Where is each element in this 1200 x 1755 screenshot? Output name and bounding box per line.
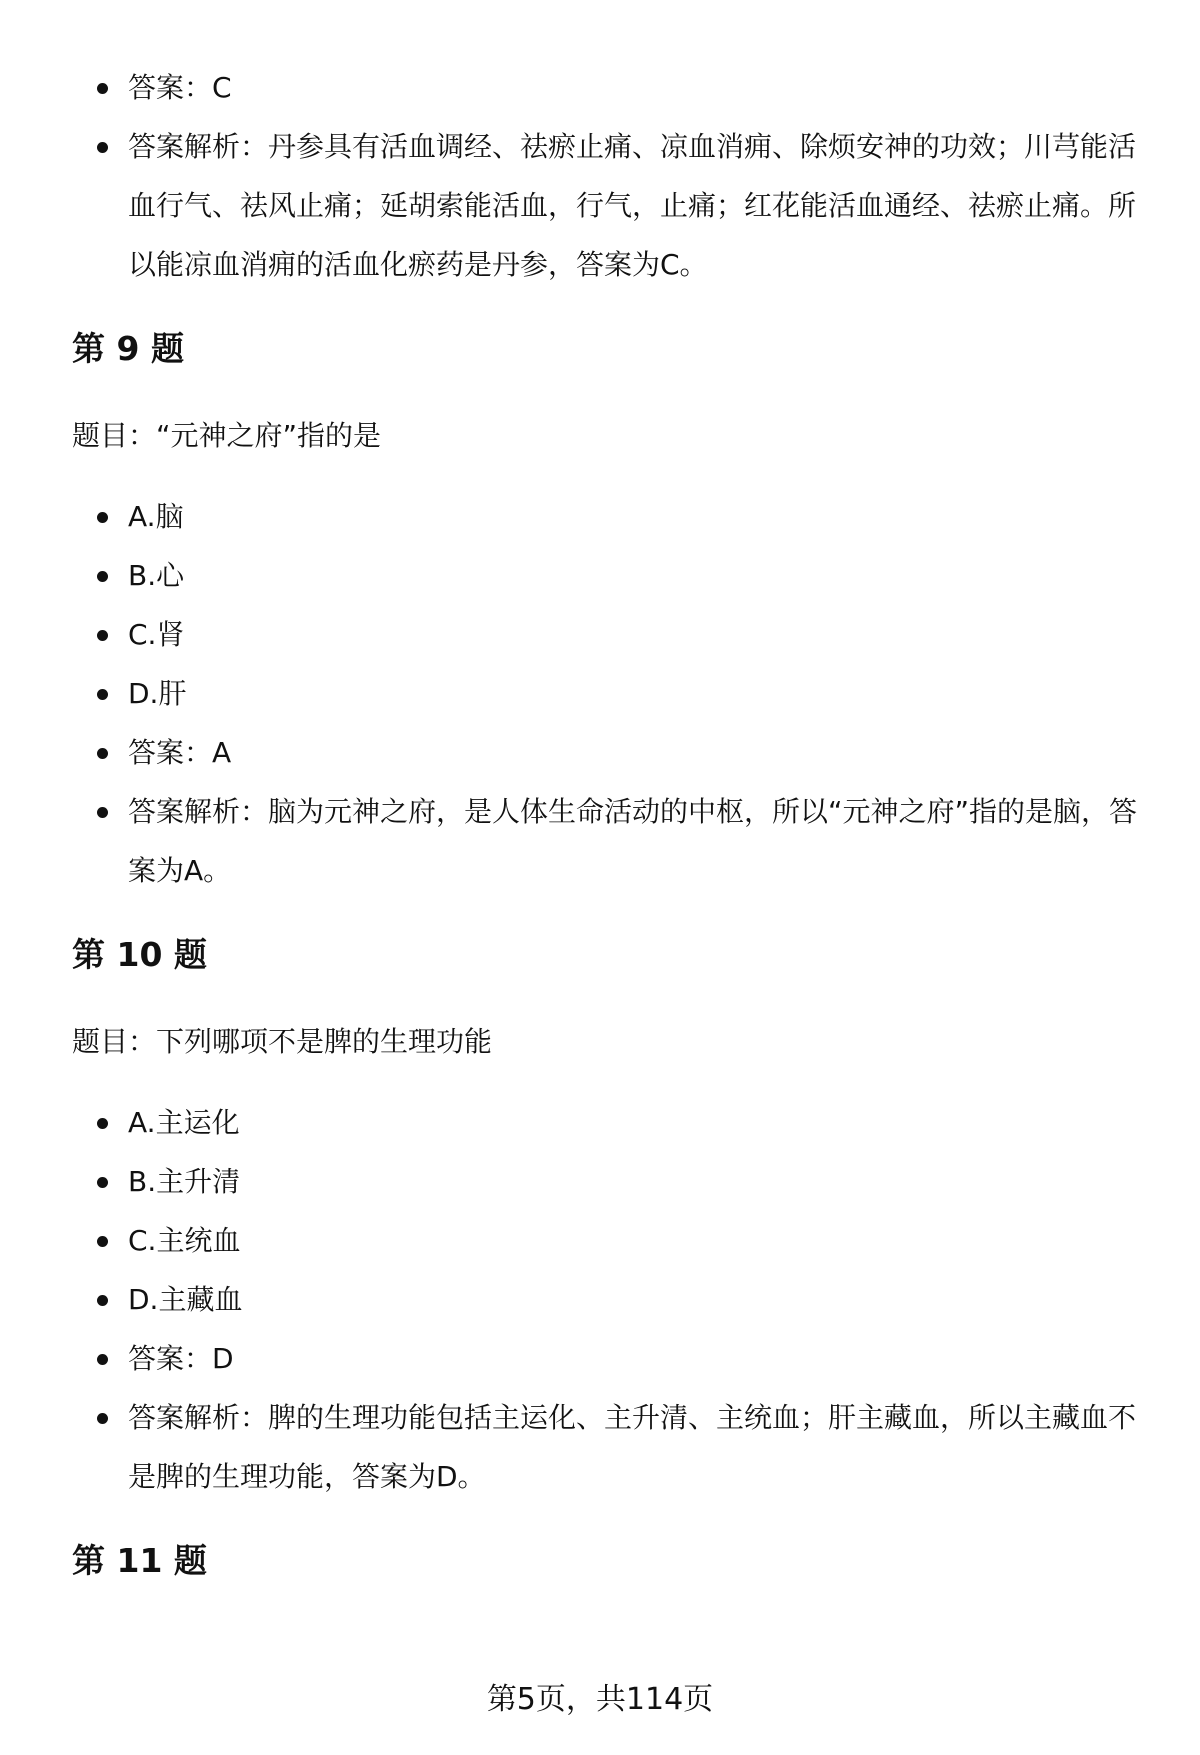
q10-option-c: C.主统血 bbox=[128, 1211, 1142, 1270]
q8-explanation: 答案解析：丹参具有活血调经、祛瘀止痛、凉血消痈、除烦安神的功效；川芎能活血行气、祛风止痛；延胡索能活血，行气，止痛；红花能活血通经、祛瘀止痛。所以能凉血消痈的活血化瘀药是丹参，答案为C。 bbox=[128, 117, 1142, 294]
q8-answer: 答案：C bbox=[128, 58, 1142, 117]
q9-question: 题目：“元神之府”指的是 bbox=[72, 419, 382, 452]
q10-list bbox=[72, 1093, 1142, 1506]
q9-list bbox=[72, 487, 1142, 900]
q9-title: 第 9 题 bbox=[72, 329, 184, 368]
q9-option-a: A.脑 bbox=[128, 487, 1142, 546]
q10-question: 题目：下列哪项不是脾的生理功能 bbox=[72, 1025, 493, 1058]
q10-title: 第 10 题 bbox=[72, 935, 207, 974]
q9-option-c: C.肾 bbox=[128, 605, 1142, 664]
q9-option-b: B.心 bbox=[128, 546, 1142, 605]
q10-answer: 答案：D bbox=[128, 1329, 1142, 1388]
q9-explanation: 答案解析：脑为元神之府，是人体生命活动的中枢，所以“元神之府”指的是脑，答案为A。 bbox=[128, 782, 1142, 900]
q11-title: 第 11 题 bbox=[72, 1541, 207, 1580]
q9-answer: 答案：A bbox=[128, 723, 1142, 782]
q8-list bbox=[72, 58, 1142, 294]
q10-option-a: A.主运化 bbox=[128, 1093, 1142, 1152]
q9-option-d: D.肝 bbox=[128, 664, 1142, 723]
q10-explanation: 答案解析：脾的生理功能包括主运化、主升清、主统血；肝主藏血，所以主藏血不是脾的生理功能，答案为D。 bbox=[128, 1388, 1142, 1506]
q10-option-b: B.主升清 bbox=[128, 1152, 1142, 1211]
page-content bbox=[72, 58, 1142, 1581]
page-number: 第5页，共114页 bbox=[486, 1682, 714, 1717]
q10-option-d: D.主藏血 bbox=[128, 1270, 1142, 1329]
